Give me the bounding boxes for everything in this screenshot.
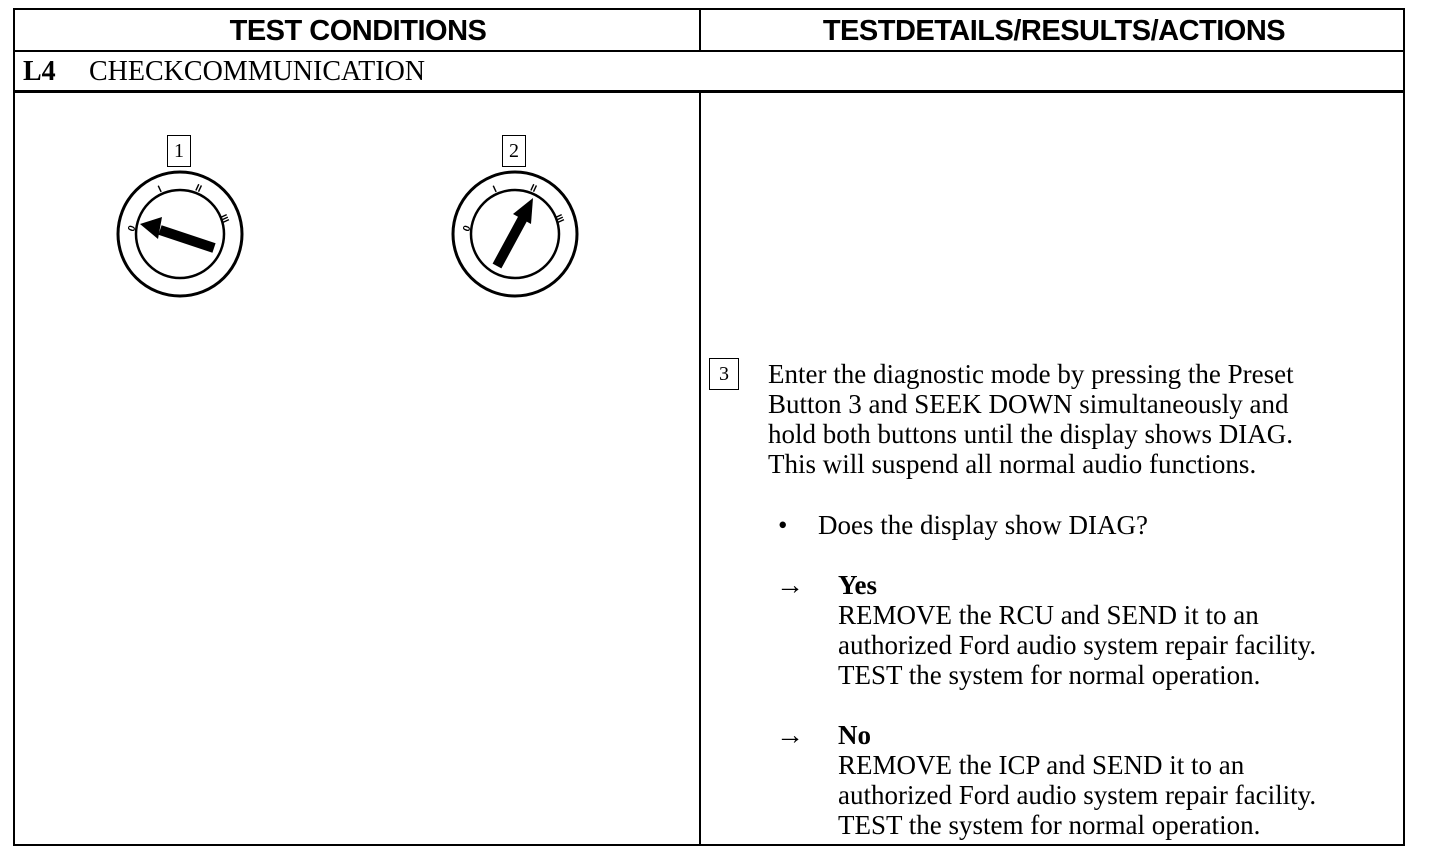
- step-3-number-box: 3: [709, 358, 739, 390]
- mark-2: II: [193, 182, 204, 196]
- step-title: CHECKCOMMUNICATION: [89, 56, 426, 87]
- answer-yes-label: Yes: [838, 570, 877, 600]
- action-line: authorized Ford audio system repair facility.: [838, 780, 1317, 810]
- instruction-line: Enter the diagnostic mode by pressing the Preset: [768, 359, 1294, 389]
- question-text: Does the display show DIAG?: [818, 510, 1148, 540]
- ignition-switch-run-icon: [449, 168, 581, 300]
- step-1-number-box: 1: [167, 135, 191, 167]
- action-line: TEST the system for normal operation.: [838, 810, 1261, 840]
- right-arrow-icon: →: [776, 720, 804, 751]
- step-title-row: [15, 52, 1403, 92]
- step-2-number-box: 2: [502, 135, 526, 167]
- mark-3: III: [217, 212, 231, 226]
- mark-2: II: [528, 182, 539, 196]
- body-column-divider: [699, 93, 701, 846]
- action-line: REMOVE the RCU and SEND it to an: [838, 600, 1259, 630]
- mark-3: III: [552, 212, 566, 226]
- action-line: REMOVE the ICP and SEND it to an: [838, 750, 1245, 780]
- answer-no-label: No: [838, 720, 871, 750]
- right-arrow-icon: →: [776, 570, 804, 601]
- bullet-icon: •: [778, 510, 788, 540]
- instruction-paragraph: [768, 359, 1388, 479]
- step-id: L4: [23, 56, 56, 87]
- header-test-conditions: TEST CONDITIONS: [229, 14, 487, 47]
- answer-yes-action: [838, 600, 1398, 690]
- instruction-line: hold both buttons until the display shows DIAG.: [768, 419, 1293, 449]
- action-line: TEST the system for normal operation.: [838, 660, 1261, 690]
- ignition-switch-off-icon: [114, 168, 246, 300]
- column-divider: [699, 10, 701, 52]
- action-line: authorized Ford audio system repair facility.: [838, 630, 1317, 660]
- mark-1: I: [156, 184, 164, 196]
- instruction-line: This will suspend all normal audio functions.: [768, 449, 1257, 479]
- mark-0: 0: [461, 224, 474, 234]
- instruction-line: Button 3 and SEEK DOWN simultaneously and: [768, 389, 1289, 419]
- header-test-details: TESTDETAILS/RESULTS/ACTIONS: [822, 14, 1286, 47]
- mark-1: I: [491, 184, 499, 196]
- answer-no-action: [838, 750, 1398, 840]
- mark-0: 0: [126, 224, 139, 234]
- step-divider: [15, 90, 1403, 93]
